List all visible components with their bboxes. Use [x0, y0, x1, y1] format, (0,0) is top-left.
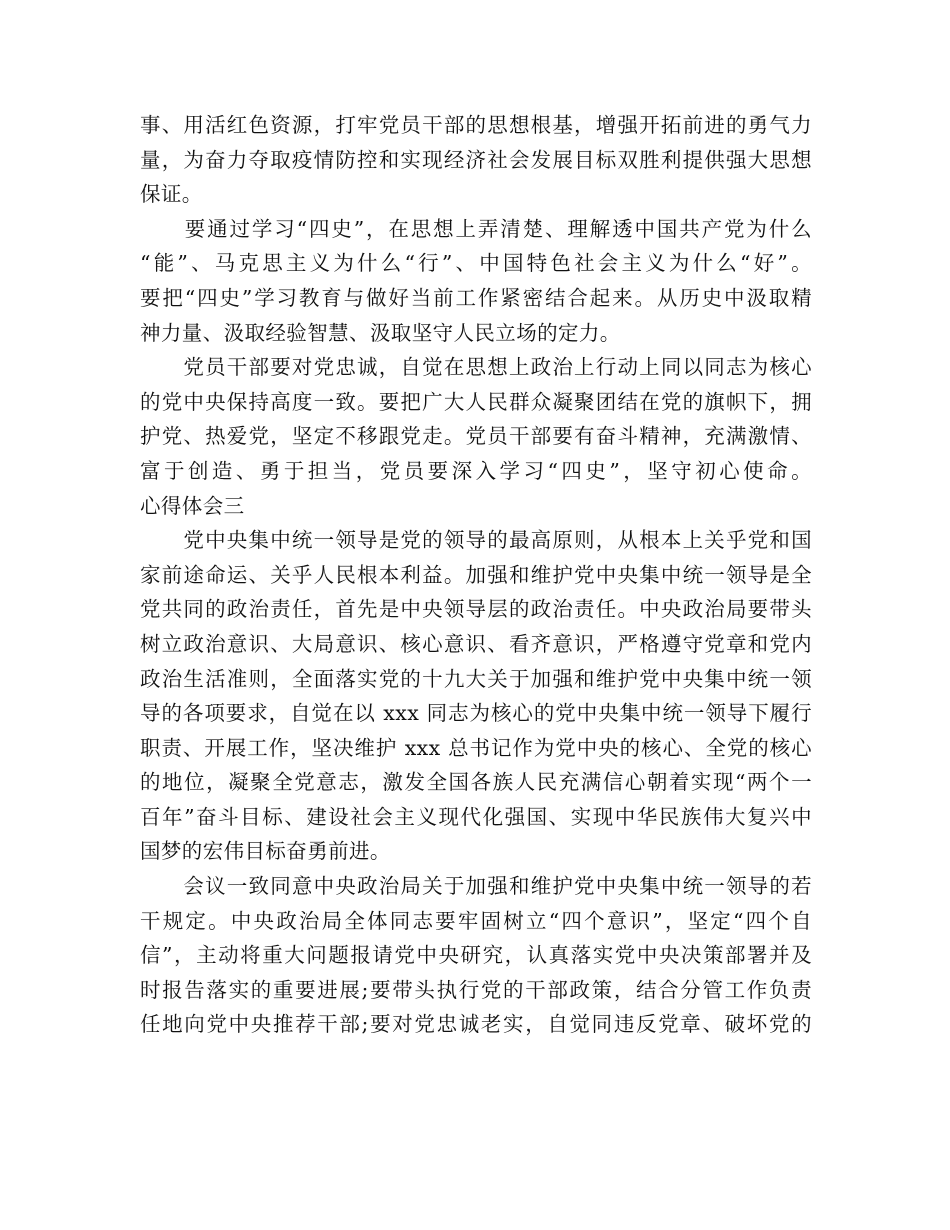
text-line: 量，为奋力夺取疫情防控和实现经济社会发展目标双胜利提供强大思想 [140, 147, 812, 172]
text-line: 的地位，凝聚全党意志，激发全国各族人民充满信心朝着实现“两个一 [140, 770, 812, 795]
text-line: 国梦的宏伟目标奋勇前进。 [140, 839, 391, 864]
text-line: 干规定。中央政治局全体同志要牢固树立“四个意识”，坚定“四个自 [140, 908, 812, 933]
text-line: 事、用活红色资源，打牢党员干部的思想根基，增强开拓前进的勇气力 [140, 113, 812, 137]
text-line: 心得体会三 [140, 493, 245, 518]
text-line: 导的各项要求，自觉在以 xxx 同志为核心的党中央集中统一领导下履行 [140, 701, 812, 726]
text-line: 会议一致同意中央政治局关于加强和维护党中央集中统一领导的若 [140, 874, 812, 899]
text-line: 要通过学习“四史”，在思想上弄清楚、理解透中国共产党为什么 [140, 216, 812, 241]
text-line: 的党中央保持高度一致。要把广大人民群众凝聚团结在党的旗帜下，拥 [140, 389, 812, 414]
text-line: 职责、开展工作，坚决维护 xxx 总书记作为党中央的核心、全党的核心 [140, 735, 812, 760]
text-line: 要把“四史”学习教育与做好当前工作紧密结合起来。从历史中汲取精 [140, 285, 812, 310]
text-line: 神力量、汲取经验智慧、汲取坚守人民立场的定力。 [140, 320, 621, 345]
text-line: 百年”奋斗目标、建设社会主义现代化强国、实现中华民族伟大复兴中 [140, 804, 812, 829]
text-line: 树立政治意识、大局意识、核心意识、看齐意识，严格遵守党章和党内 [140, 631, 812, 656]
text-line: 党中央集中统一领导是党的领导的最高原则，从根本上关乎党和国 [140, 528, 812, 553]
text-line: 党共同的政治责任，首先是中央领导层的政治责任。中央政治局要带头 [140, 597, 812, 622]
text-line: 信”，主动将重大问题报请党中央研究，认真落实党中央决策部署并及 [140, 943, 812, 968]
text-line: 政治生活准则，全面落实党的十九大关于加强和维护党中央集中统一领 [140, 666, 812, 691]
text-line: 保证。 [140, 182, 203, 207]
document-body [140, 108, 812, 1042]
text-line: 党员干部要对党忠诚，自觉在思想上政治上行动上同以同志为核心 [140, 355, 812, 380]
text-line: 护党、热爱党，坚定不移跟党走。党员干部要有奋斗精神，充满激情、 [140, 424, 812, 449]
text-line: 时报告落实的重要进展;要带头执行党的干部政策，结合分管工作负责 [140, 977, 812, 1002]
text-line: 家前途命运、关乎人民根本利益。加强和维护党中央集中统一领导是全 [140, 562, 812, 587]
text-line: “能”、马克思主义为什么“行”、中国特色社会主义为什么“好”。 [140, 251, 812, 276]
text-line: 任地向党中央推荐干部;要对党忠诚老实，自觉同违反党章、破坏党的 [140, 1012, 812, 1037]
text-line: 富于创造、勇于担当，党员要深入学习“四史”，坚守初心使命。 [140, 458, 812, 483]
